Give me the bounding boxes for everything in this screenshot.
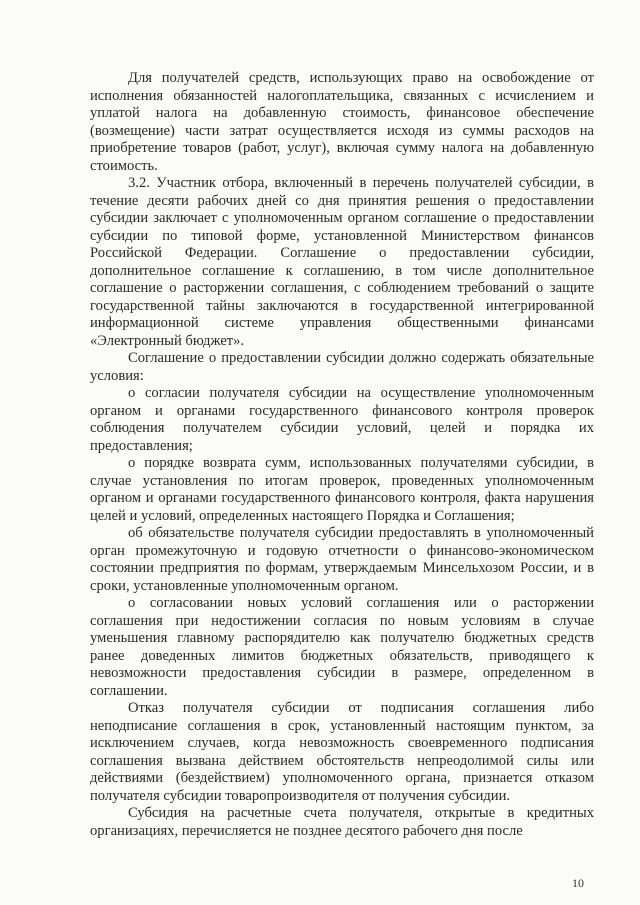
paragraph-vat-exemption: Для получателей средств, использующих право на освобождение от исполнения обязанностей налогоплательщика, связанных с исчислением и уплатой налога на добавленную стоимость, финансовое обеспечение (возмещение) части затрат осуществляется исходя из суммы расходов на приобретение товаров (работ, услуг), включая сумму налога на добавленную стоимость. — [90, 70, 594, 174]
page-number: 10 — [572, 876, 584, 890]
paragraph-subsidy-transfer: Субсидия на расчетные счета получателя, открытые в кредитных организациях, перечисляется не позднее десятого рабочего дня после — [90, 805, 594, 839]
paragraph-3-2-agreement: 3.2. Участник отбора, включенный в перечень получателей субсидии, в течение десяти рабочих дней со дня принятия решения о предоставлении субсидии заключает с уполномоченным органом соглашение о предоставлении субсидии по типовой форме, установленной Министерством финансов Российской Федерации. Соглашение о предоставлении субсидии, дополнительное соглашение к соглашению, в том числе дополнительное соглашение о расторжении соглашения, с соблюдением требований о защите государственной тайны заключаются в государственной интегрированной информационной системе управления общественными финансами «Электронный бюджет». — [90, 175, 594, 349]
paragraph-reporting-obligation: об обязательстве получателя субсидии предоставлять в уполномоченный орган промежуточную и годовую отчетности о финансово-экономическом состоянии предприятия по формам, утверждаемым Минсельхозом России, и в сроки, установленные уполномоченным органом. — [90, 525, 594, 594]
document-body — [90, 70, 594, 840]
paragraph-refund-procedure: о порядке возврата сумм, использованных получателями субсидии, в случае установления по итогам проверок, проведенных уполномоченным органом и органами государственного финансового контроля, факта нарушения целей и условий, определенных настоящего Порядка и Соглашения; — [90, 455, 594, 524]
paragraph-refusal-to-sign: Отказ получателя субсидии от подписания соглашения либо неподписание соглашения в срок, установленный настоящим пунктом, за исключением случаев, когда невозможность своевременного подписания соглашения вызвана действием обстоятельств непреодолимой силы или действиями (бездействием) уполномоченного органа, признается отказом получателя субсидии товаропроизводителя от получения субсидии. — [90, 700, 594, 804]
paragraph-consent-to-checks: о согласии получателя субсидии на осуществление уполномоченным органом и органами государственного финансового контроля проверок соблюдения получателем субсидии условий, целей и порядка их предоставления; — [90, 385, 594, 454]
paragraph-mandatory-conditions: Соглашение о предоставлении субсидии должно содержать обязательные условия: — [90, 350, 594, 384]
paragraph-new-conditions: о согласовании новых условий соглашения или о расторжении соглашения при недостижении согласия по новым условиям в случае уменьшения главному распорядителю как получателю бюджетных средств ранее доведенных лимитов бюджетных обязательств, приводящего к невозможности предоставления субсидии в размере, определенном в соглашении. — [90, 595, 594, 699]
